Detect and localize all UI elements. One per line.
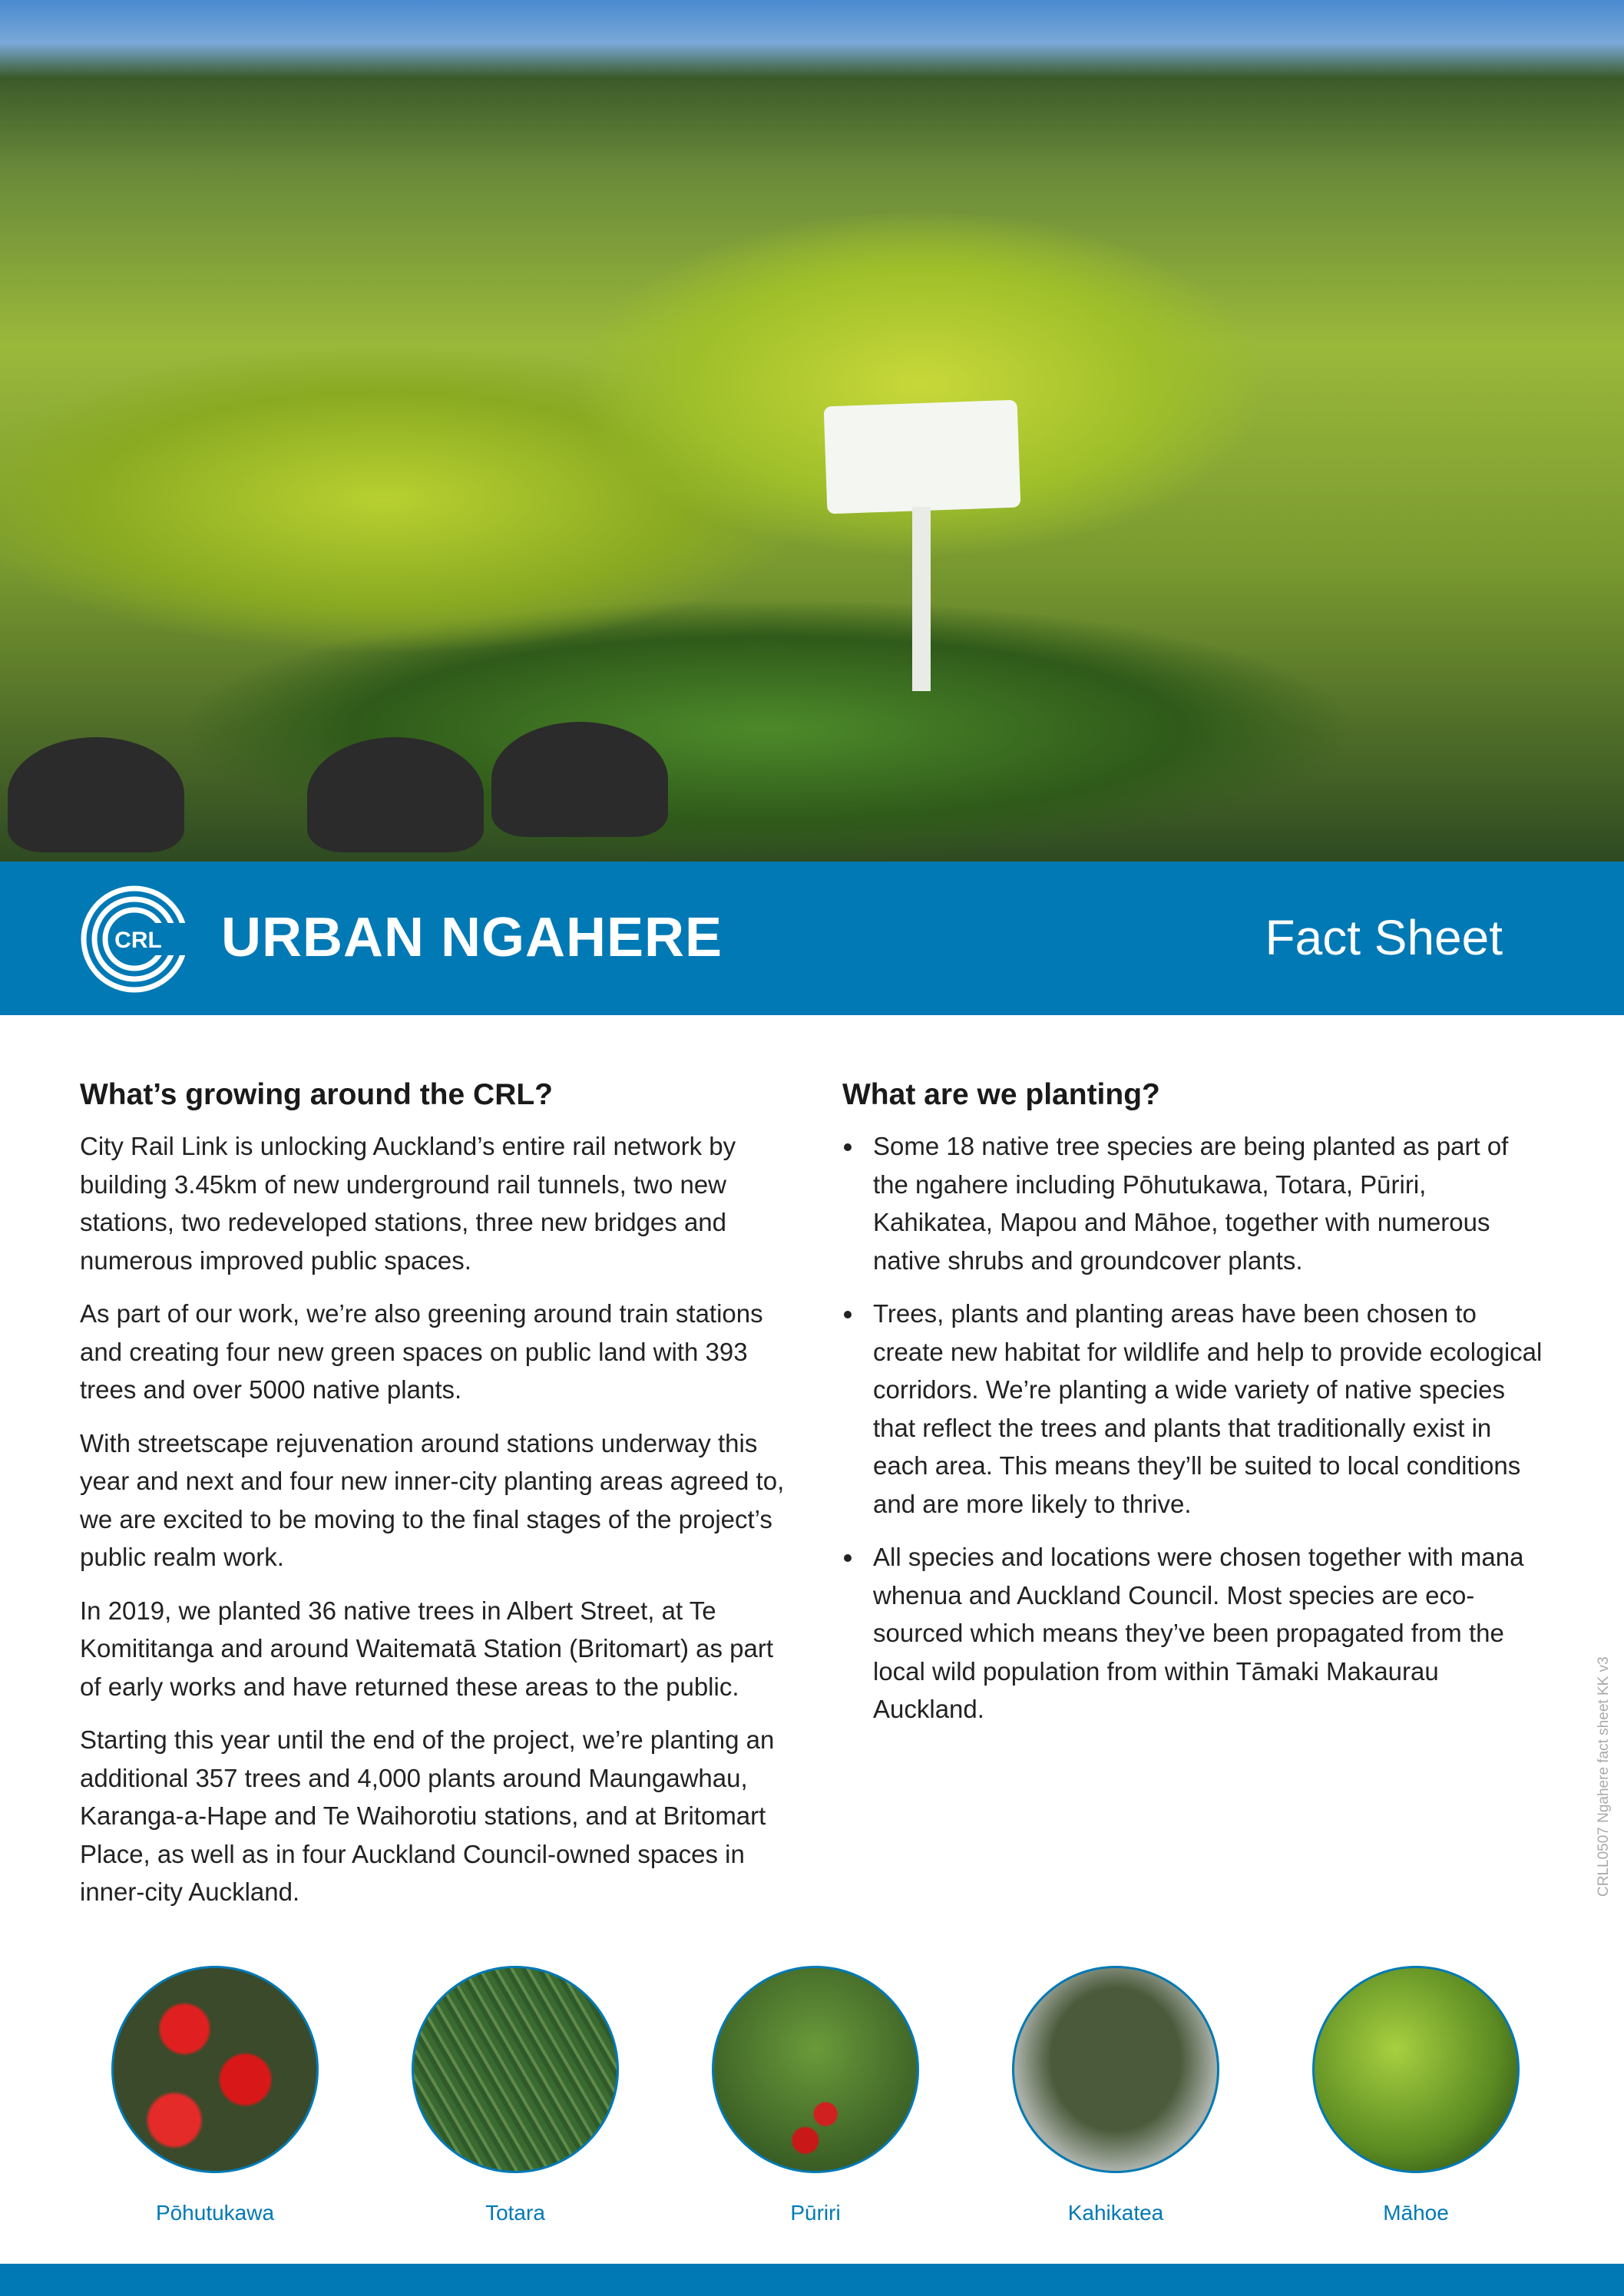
tree-mahoe <box>1301 1966 1531 2225</box>
right-column <box>842 1074 1549 1744</box>
tree-pohutukawa <box>100 1966 330 2225</box>
tree-puriri <box>700 1966 931 2225</box>
paragraph: As part of our work, we’re also greening around train stations and creating four new green spaces on public land with 393 trees and over 5000 native plants. <box>80 1299 763 1404</box>
left-column <box>80 1074 794 1927</box>
section-heading: What’s growing around the CRL? <box>80 1078 554 1111</box>
tree-label: Pōhutukawa <box>155 2201 275 2225</box>
svg-text:CRL: CRL <box>114 928 162 953</box>
tree-label: Totara <box>485 2201 545 2225</box>
plant-pot <box>8 737 184 852</box>
bullet-item: Trees, plants and planting areas have been chosen to create new habitat for wildlife and help to provide ecological corridors. We’re planting a wide variety of native species that reflect the trees and plants that traditionally exist in each area. This means they’ll be suited to local conditions and are more likely to thrive. <box>842 1295 1549 1523</box>
tree-kahikatea <box>1001 1966 1231 2225</box>
bullet-list <box>842 1127 1549 1729</box>
bullet-item: All species and locations were chosen together with mana whenua and Auckland Council. Most species are eco-sourced which means they’ve been propagated from the local wild population from within Tāmaki Makaurau Auckland. <box>842 1538 1549 1729</box>
paragraph: Starting this year until the end of the project, we’re planting an additional 357 trees and 4,000 plants around Maungawhau, Karanga-a-Hape and Te Waihorotiu stations, and at Britomart Place, as well as in four Auckland Council-owned spaces in inner-city Auckland. <box>80 1725 775 1906</box>
page-title: URBAN NGAHERE <box>221 907 723 968</box>
fact-sheet-label: Fact Sheet <box>1265 910 1503 965</box>
tree-totara <box>400 1966 630 2225</box>
tree-label: Māhoe <box>1383 2201 1449 2225</box>
tree-label: Pūriri <box>790 2201 841 2225</box>
plant-pot <box>307 737 484 852</box>
document-code: CRLL0507 Ngahere fact sheet KK v3 <box>1596 1656 1612 1897</box>
footer-bar <box>0 2264 1624 2296</box>
tree-photo <box>412 1966 619 2173</box>
paragraph: In 2019, we planted 36 native trees in Albert Street, at Te Komititanga and around Waitematā Station (Britomart) as part of early works and have returned these areas to the public. <box>80 1596 774 1701</box>
crl-logo <box>80 885 189 994</box>
hero-photo-plant-nursery <box>0 0 1624 862</box>
plant-label-sign <box>824 400 1021 514</box>
tree-photo <box>1012 1966 1219 2173</box>
plant-label-stake <box>912 507 931 691</box>
bullet-item: Some 18 native tree species are being planted as part of the ngahere including Pōhutukawa, Totara, Pūriri, Kahikatea, Mapou and Māhoe, together with numerous native shrubs and groundcover plants. <box>842 1127 1549 1279</box>
section-heading: What are we planting? <box>842 1078 1160 1111</box>
tree-photo <box>712 1966 919 2173</box>
tree-label: Kahikatea <box>1067 2201 1164 2225</box>
tree-photo <box>111 1966 319 2173</box>
tree-photo <box>1312 1966 1520 2173</box>
paragraph: With streetscape rejuvenation around stations underway this year and next and four new inner-city planting areas agreed to, we are excited to be moving to the final stages of the project’s public realm work. <box>80 1428 785 1571</box>
title-banner <box>0 862 1624 1015</box>
paragraph: City Rail Link is unlocking Auckland’s entire rail network by building 3.45km of new underground rail tunnels, two new stations, two redeveloped stations, three new bridges and numerous improved public spaces. <box>80 1132 736 1275</box>
plant-pot <box>491 722 668 837</box>
